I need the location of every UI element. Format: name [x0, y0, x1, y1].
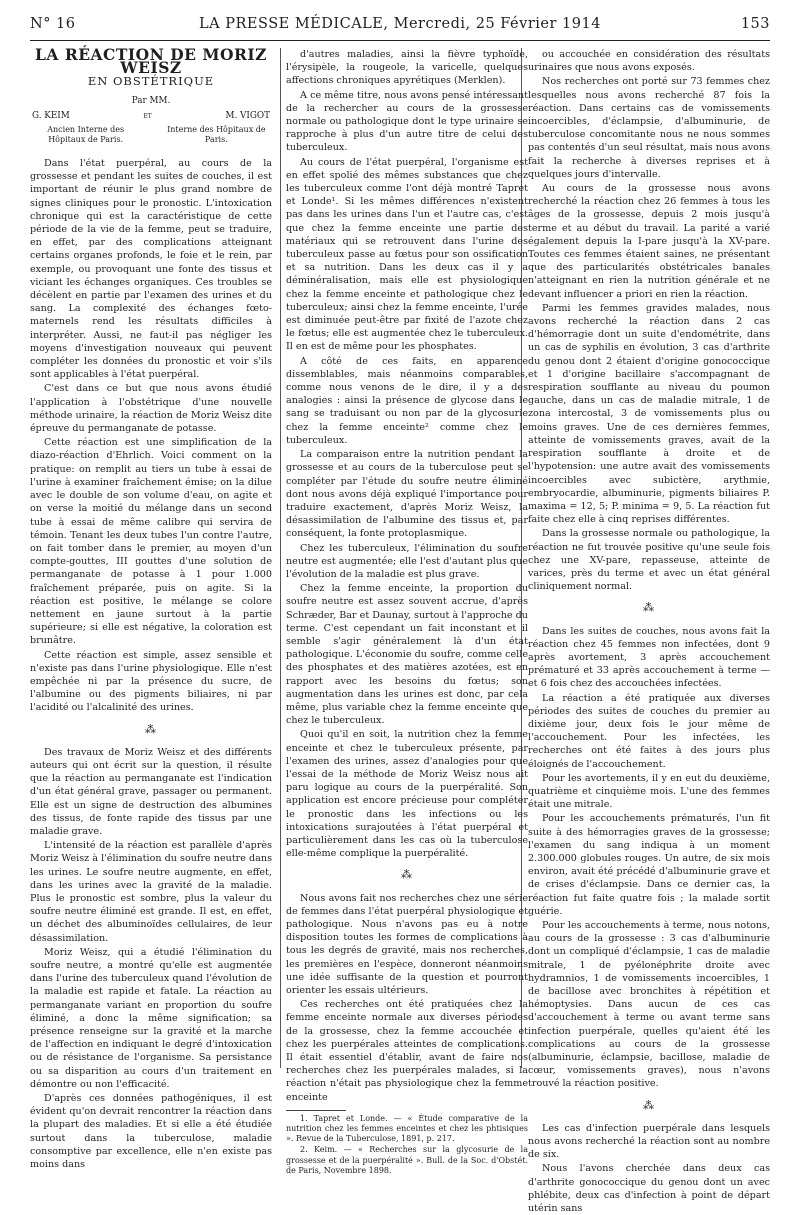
affiliation-keim: Ancien Interne des Hôpitaux de Paris. — [47, 125, 125, 145]
paragraph: La réaction a été pratiquée aux diverses périodes des suites de couches du premier au dixième jour, deux fois le jour même de l'accouchement. Pour les infectées, les recherches ont été faites à des jours plus éloignés de l'accouchement. — [528, 692, 770, 770]
paragraph: Des travaux de Moriz Weisz et des différents auteurs qui ont écrit sur la question, il résulte que la réaction au permanganate est l'indication d'un état général grave, passager ou permanent. Elle est un signe de destruction des albumines des tissus, de fonte rapide des tissus par une maladie grave. — [30, 746, 272, 837]
paragraph: Dans l'état puerpéral, au cours de la grossesse et pendant les suites de couches, il est important de réunir le plus grand nombre de signes cliniques pour le pronostic. L'intoxication chronique qui est la caractéristique de cette période de la vie de la femme, peut se traduire, en effet, par des complications atteignant certains organes profonds, le foie et le rein, par exemple, ou provoquant une fonte des tissus et viciant les échanges organiques. Ces troubles se décèlent en partie par l'examen des urines et du sang. La complexité des échanges fœto-maternels rend les résultats difficiles à interpréter. Aussi, ne faut-il pas négliger les moyens d'investigation nouveaux qui peuvent compléter les données du pronostic et voir s'ils sont applicables à l'état puerpéral. — [30, 158, 272, 381]
paragraph: Chez les tuberculeux, l'élimination du soufre neutre est augmentée; elle l'est d'autant plus que l'évolution de la maladie est plus grave. — [286, 542, 528, 580]
affiliation-vigot: Interne des Hôpitaux de Paris. — [167, 125, 266, 145]
paragraph: Cette réaction est simple, assez sensible et n'existe pas dans l'urine physiologique. Elle n'est empêchée ni par la présence du sucre, de l'albumine ou des pigments biliaires, ni par l'acidité ou l'alcalinité des urines. — [30, 649, 272, 714]
paragraph: A ce même titre, nous avons pensé intéressant de la rechercher au cours de la grossesse normale ou pathologique dont le type urinaire se rapproche à plus d'un autre titre de celui des tuberculeux. — [286, 89, 528, 154]
paragraph: Pour les accouchements à terme, nous notons, au cours de la grossesse : 3 cas d'albuminurie dont un compliqué d'éclampsie, 1 cas de maladie mitrale, 1 de pyélonéphrite droite avec hydramnios, 1 de vomissements incoercibles, 1 de bacillose avec bronchites à répétition et hémoptysies. Dans aucun de ces cas d'accouchement à terme ou avant terme sans infection puerpérale, quelles qu'aient été les complications au cours de la grossesse (albuminurie, éclampsie, bacillose, maladie de cœur, vomissements graves), nous n'avons trouvé la réaction positive. — [528, 920, 770, 1090]
paragraph: Cette réaction est une simplification de la diazo-réaction d'Ehrlich. Voici comment on la pratique: on remplit au tiers un tube à essai de l'urine à examiner fraîchement émise; on la dilue avec le double de son volume d'eau, on agite et on verse la moitié du mélange dans un second tube à essai de même calibre qui servira de témoin. Tenant les deux tubes l'un contre l'autre, on fait tomber dans le premier, au moyen d'un compte-gouttes, III gouttes d'une solution de permanganate de potasse à 1 pour 1.000 fraîchement préparée, puis on agite. Si la réaction est positive, le mélange se colore nettement en jaune surtout à la partie supérieure; si elle est négative, la coloration est brunâtre. — [30, 437, 272, 647]
paragraph: Dans la grossesse normale ou pathologique, la réaction ne fut trouvée positive qu'une seule fois chez une XV-pare, repasseuse, atteinte de varices, près du terme et avec un état général cliniquement normal. — [528, 528, 770, 593]
journal-title-date: LA PRESSE MÉDICALE, Mercredi, 25 Février 1914 — [199, 16, 601, 32]
paragraph: ou accouchée en considération des résultats urinaires que nous avons exposés. — [528, 49, 770, 74]
paragraph: Pour les accouchements prématurés, l'un fit suite à des hémorragies graves de la grossesse; l'examen du sang indiqua à un moment 2.300.000 globules rouges. Un autre, de six mois environ, avait été précédé d'albuminurie grave et de crises d'éclampsie. Dans ce dernier cas, la réaction fut faite quatre fois ; la malade sortit guérie. — [528, 813, 770, 917]
column-3 — [528, 48, 770, 1215]
paragraph: C'est dans ce but que nous avons étudié l'application à l'obstétrique d'une nouvelle méthode urinaire, la réaction de Moriz Weisz dite épreuve du permanganate de potasse. — [30, 383, 272, 435]
author-vigot: M. VIGOT — [225, 110, 270, 121]
paragraph: Ces recherches ont été pratiquées chez la femme enceinte normale aux diverses périodes de la grossesse, chez la femme accouchée et chez les puerpérales atteintes de complications. Il était essentiel d'établir, avant de faire nos recherches chez les puerpérales malades, si la réaction n'était pas physiologique chez la femme enceinte — [286, 999, 528, 1103]
paragraph: La comparaison entre la nutrition pendant la grossesse et au cours de la tuberculose peut se compléter par l'étude du soufre neutre éliminé dont nous avons déjà expliqué l'importance pour traduire exactement, d'après Moriz Weisz, la désassimilation de l'albumine des tissus et, par conséquent, la fonte protoplasmique. — [286, 449, 528, 540]
paragraph: Moriz Weisz, qui a étudié l'élimination du soufre neutre, a montré qu'elle est augmentée dans l'urine des tuberculeux quand l'évolution de la maladie est rapide et fatale. La réaction au permanganate variant en proportion du soufre éliminé, a donc la même signification; sa présence renseigne sur la gravité et la marche de l'affection en indiquant le degré d'intoxication ou de résistance de l'organisme. Sa persistance ou sa disparition au cours d'un traitement en démontre ou non l'efficacité. — [30, 946, 272, 1090]
section-asterism: ⁂ — [145, 722, 157, 736]
paragraph: D'après ces données pathogéniques, il est évident qu'on devrait rencontrer la réaction dans la plupart des maladies. Et si elle a été étudiée surtout dans la tuberculose, maladie consomptive par excellence, elle n'en existe pas moins dans — [30, 1093, 272, 1171]
column-2 — [286, 48, 528, 1175]
header-rule — [30, 40, 770, 41]
footnote: 1. Tapret et Londe. — « Étude comparative de la nutrition chez les femmes enceintes et chez les phtisiques ». Revue de la Tuberculose, 1891, p. 217. — [286, 1113, 528, 1144]
paragraph: d'autres maladies, ainsi la fièvre typhoïde, l'érysipèle, la rougeole, la varicelle, quelques affections chroniques apyrétiques (Merklen). — [286, 49, 528, 87]
author-keim: G. KEIM — [32, 110, 70, 121]
page-number: 153 — [740, 16, 770, 32]
author-conjunction: et — [143, 110, 152, 121]
column-divider — [280, 48, 281, 1068]
paragraph: Nous avons fait nos recherches chez une série de femmes dans l'état puerpéral physiologique et pathologique. Nous n'avons pas eu à notre disposition toutes les formes de complications à tous les degrés de gravité, mais nos recherches, les premières en l'espèce, donneront néanmoins une idée suffisante de la question et pourront orienter les essais ultérieurs. — [286, 892, 528, 997]
paragraph: A côté de ces faits, en apparence dissemblables, mais néanmoins comparables, comme nous venons de le dire, il y a des analogies : ainsi la présence de glycose dans le sang se traduisant ou non par de la glycosurie chez la femme enceinte² comme chez le tuberculeux. — [286, 355, 528, 446]
issue-number: N° 16 — [30, 16, 76, 32]
paragraph: Dans les suites de couches, nous avons fait la réaction chez 45 femmes non infectées, dont 9 après avortement, 3 après accouchement prématuré et 33 après accouchement à terme — et 6 fois chez des accouchées infectées. — [528, 625, 770, 690]
footnote-separator — [286, 1110, 346, 1111]
paragraph: Parmi les femmes gravides malades, nous avons recherché la réaction dans 2 cas d'hémorragie dont un suite d'endométrite, dans un cas de syphilis en évolution, 3 cas d'arthrite du genou dont 2 étaient d'origine gonococcique et 1 d'origine bacillaire s'accompagnant de respiration soufflante au niveau du poumon gauche, dans un cas de maladie mitrale, 1 de zona intercostal, 3 de vomissements plus ou moins graves. Une de ces dernières femmes, atteinte de vomissements graves, avait de la respiration soufflante à droite et de l'hypotension: une autre avait des vomissements incoercibles avec subictère, arythmie, embryocardie, albuminurie, pigments biliaires P. maxima = 12, 5; P. minima = 9, 5. La réaction fut faite chez elle à cinq reprises différentes. — [528, 302, 770, 526]
paragraph: Chez la femme enceinte, la proportion du soufre neutre est assez souvent accrue, d'après Schræder, Bar et Daunay, surtout à l'approche du terme. C'est cependant un fait inconstant et il semble s'agir généralement là d'un état pathologique. L'économie du soufre, comme celle des phosphates et des matières azotées, est en rapport avec les besoins du fœtus; son augmentation dans les urines est donc, par cela même, plus variable chez la femme enceinte que chez le tuberculeux. — [286, 583, 528, 727]
paragraph: L'intensité de la réaction est parallèle d'après Moriz Weisz à l'élimination du soufre neutre dans les urines. Le soufre neutre augmente, en effet, dans les urines avec la gravité de la maladie. Plus le pronostic est sombre, plus la valeur du soufre neutre éliminé est grande. Il est, en effet, un déchet des albuminoïdes cellulaires, de leur désassimilation. — [30, 840, 272, 944]
section-asterism: ⁂ — [401, 868, 413, 882]
paragraph: Quoi qu'il en soit, la nutrition chez la femme enceinte et chez le tuberculeux présente, par l'examen des urines, assez d'analogies pour que l'essai de la méthode de Moriz Weisz nous ait paru logique au cours de la puerpéralité. Son application est encore précieuse pour compléter le pronostic dans les infections ou les intoxications surajoutées à l'état puerpéral et particulièrement dans les cas où la tuberculose elle-même complique la puerpéralité. — [286, 729, 528, 860]
article-title: LA RÉACTION DE MORIZ WEISZ — [35, 45, 267, 78]
paragraph: Les cas d'infection puerpérale dans lesquels nous avons recherché la réaction sont au nombre de six. — [528, 1122, 770, 1161]
paragraph: Nous l'avons cherchée dans deux cas d'arthrite gonococcique du genou dont un avec phlébite, deux cas d'infection à point de départ utérin sans — [528, 1163, 770, 1215]
footnote: 2. Keim. — « Recherches sur la glycosurie de la grossesse et de la puerpéralité ». Bull. de la Soc. d'Obstét. de Paris, Novembre 1898. — [286, 1145, 528, 1175]
paragraph: Au cours de l'état puerpéral, l'organisme est en effet spolié des mêmes substances que chez les tuberculeux comme l'ont déjà montré Tapret et Londe¹. Si les mêmes différences n'existent pas dans les urines dans l'un et l'autre cas, c'est que chez la femme enceinte une partie des matériaux qui se retrouvent dans l'urine des tuberculeux passe au fœtus pour son ossification et sa nutrition. Dans les deux cas il y a déminéralisation, mais elle est physiologique chez la femme enceinte et pathologique chez le tuberculeux; ainsi chez la femme enceinte, l'urée est diminuée peut-être par fixité de l'azote chez le fœtus; elle est augmentée chez le tuberculeux. Il en est de même pour les phosphates. — [286, 156, 528, 353]
paragraph: Nos recherches ont porté sur 73 femmes chez lesquelles nous avons recherché 87 fois la réaction. Dans certains cas de vomissements incoercibles, d'éclampsie, d'albuminurie, de tuberculose concomitante nous ne nous sommes pas contentés d'un seul résultat, mais nous avons fait la recherche à diverses reprises et à quelques jours d'intervalle. — [528, 76, 770, 180]
section-asterism: ⁂ — [643, 1098, 655, 1112]
section-asterism: ⁂ — [643, 601, 655, 615]
affiliations — [30, 125, 272, 145]
authors — [32, 110, 270, 123]
article-subtitle: EN OBSTÉTRIQUE — [87, 74, 215, 89]
column-1 — [30, 45, 272, 1171]
page-header — [30, 16, 770, 38]
byline-intro: Par MM. — [131, 95, 171, 106]
paragraph: Au cours de la grossesse nous avons recherché la réaction chez 26 femmes à tous les âges de la grossesse, depuis 2 mois jusqu'à terme et au début du travail. La parité a varié également depuis la I-pare jusqu'à la XV-pare. Toutes ces femmes étaient saines, ne présentant que des particularités obstétricales banales n'atteignant en rien la nutrition générale et ne devant influencer a priori en rien la réaction. — [528, 183, 770, 300]
paragraph: Pour les avortements, il y en eut du deuxième, quatrième et cinquième mois. L'une des femmes était une mitrale. — [528, 772, 770, 811]
